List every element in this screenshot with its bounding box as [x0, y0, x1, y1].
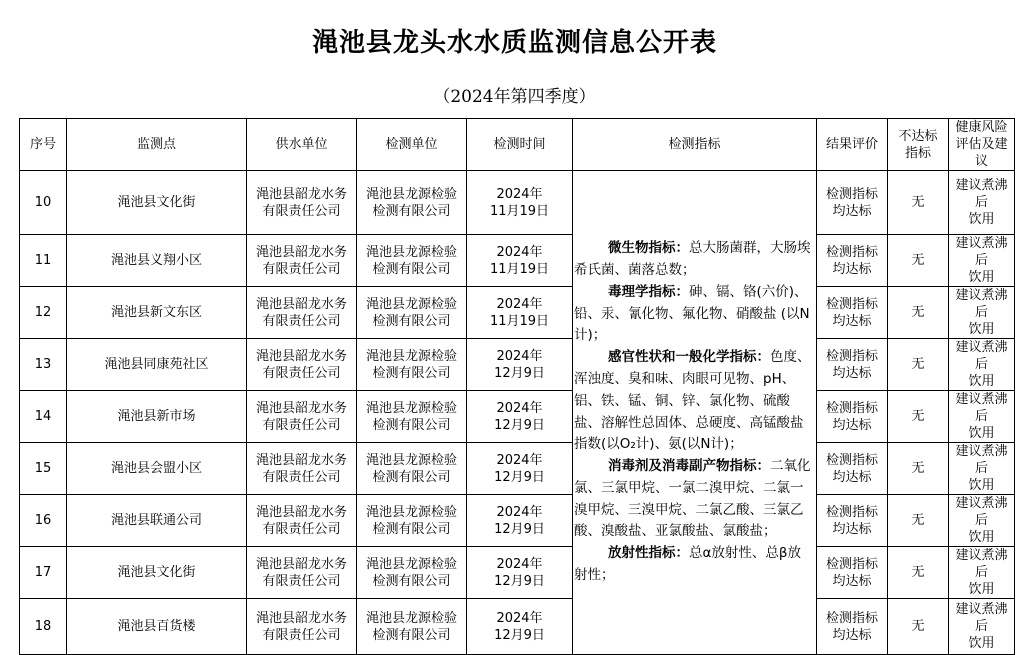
indicator-section: 毒理学指标：砷、镉、铬(六价)、铅、汞、氰化物、氟化物、硝酸盐 (以N计)；	[574, 283, 810, 344]
cell-nonconforming: 无	[888, 495, 949, 547]
table-row	[20, 547, 1015, 599]
cell-nonconforming: 无	[888, 599, 949, 655]
cell-site: 渑池县联通公司	[67, 495, 247, 547]
cell-time: 2024年 12月9日	[467, 443, 573, 495]
cell-tester: 渑池县龙源检验 检测有限公司	[357, 495, 467, 547]
cell-health: 建议煮沸后 饮用	[949, 171, 1015, 235]
cell-supplier: 渑池县韶龙水务 有限责任公司	[247, 287, 357, 339]
cell-health: 建议煮沸后 饮用	[949, 495, 1015, 547]
cell-seq: 14	[20, 391, 67, 443]
header-site: 监测点	[67, 119, 247, 171]
cell-result: 检测指标 均达标	[817, 495, 888, 547]
table-row	[20, 391, 1015, 443]
cell-site: 渑池县同康苑社区	[67, 339, 247, 391]
monitoring-table	[19, 118, 1015, 655]
cell-site: 渑池县百货楼	[67, 599, 247, 655]
cell-result: 检测指标 均达标	[817, 443, 888, 495]
cell-supplier: 渑池县韶龙水务 有限责任公司	[247, 443, 357, 495]
cell-health: 建议煮沸后 饮用	[949, 391, 1015, 443]
cell-supplier: 渑池县韶龙水务 有限责任公司	[247, 171, 357, 235]
indicator-section: 微生物指标：总大肠菌群，大肠埃希氏菌、菌落总数；	[574, 240, 811, 278]
cell-nonconforming: 无	[888, 339, 949, 391]
header-row	[20, 119, 1015, 171]
cell-site: 渑池县文化街	[67, 547, 247, 599]
header-health: 健康风险 评估及建议	[949, 119, 1015, 171]
cell-supplier: 渑池县韶龙水务 有限责任公司	[247, 599, 357, 655]
cell-health: 建议煮沸后 饮用	[949, 547, 1015, 599]
cell-nonconforming: 无	[888, 547, 949, 599]
page-subtitle: （2024年第四季度）	[433, 87, 596, 107]
cell-tester: 渑池县龙源检验 检测有限公司	[357, 391, 467, 443]
cell-supplier: 渑池县韶龙水务 有限责任公司	[247, 547, 357, 599]
cell-tester: 渑池县龙源检验 检测有限公司	[357, 599, 467, 655]
cell-site: 渑池县新文东区	[67, 287, 247, 339]
cell-seq: 12	[20, 287, 67, 339]
cell-health: 建议煮沸后 饮用	[949, 235, 1015, 287]
cell-seq: 15	[20, 443, 67, 495]
cell-result: 检测指标 均达标	[817, 287, 888, 339]
cell-tester: 渑池县龙源检验 检测有限公司	[357, 171, 467, 235]
header-tester: 检测单位	[357, 119, 467, 171]
cell-time: 2024年 12月9日	[467, 547, 573, 599]
table-row	[20, 171, 1015, 235]
cell-tester: 渑池县龙源检验 检测有限公司	[357, 235, 467, 287]
cell-supplier: 渑池县韶龙水务 有限责任公司	[247, 339, 357, 391]
cell-tester: 渑池县龙源检验 检测有限公司	[357, 339, 467, 391]
cell-time: 2024年 12月9日	[467, 599, 573, 655]
cell-health: 建议煮沸后 饮用	[949, 339, 1015, 391]
cell-health: 建议煮沸后 饮用	[949, 287, 1015, 339]
cell-seq: 16	[20, 495, 67, 547]
header-time: 检测时间	[467, 119, 573, 171]
cell-result: 检测指标 均达标	[817, 171, 888, 235]
cell-nonconforming: 无	[888, 235, 949, 287]
cell-time: 2024年 11月19日	[467, 235, 573, 287]
header-indicators: 检测指标	[573, 119, 817, 171]
table-row	[20, 443, 1015, 495]
cell-time: 2024年 12月9日	[467, 391, 573, 443]
cell-nonconforming: 无	[888, 287, 949, 339]
cell-supplier: 渑池县韶龙水务 有限责任公司	[247, 235, 357, 287]
cell-tester: 渑池县龙源检验 检测有限公司	[357, 443, 467, 495]
table-row	[20, 235, 1015, 287]
cell-result: 检测指标 均达标	[817, 391, 888, 443]
cell-result: 检测指标 均达标	[817, 339, 888, 391]
cell-site: 渑池县义翔小区	[67, 235, 247, 287]
cell-time: 2024年 11月19日	[467, 287, 573, 339]
cell-nonconforming: 无	[888, 171, 949, 235]
header-supplier: 供水单位	[247, 119, 357, 171]
cell-health: 建议煮沸后 饮用	[949, 443, 1015, 495]
cell-supplier: 渑池县韶龙水务 有限责任公司	[247, 391, 357, 443]
cell-seq: 10	[20, 171, 67, 235]
table-row	[20, 287, 1015, 339]
table-row	[20, 495, 1015, 547]
indicator-section: 消毒剂及消毒副产物指标：二氧化氯、三氯甲烷、一氯二溴甲烷、二氯一溴甲烷、三溴甲烷、二氯乙酸、三氯乙酸、溴酸盐、亚氯酸盐、氯酸盐；	[574, 458, 811, 540]
cell-time: 2024年 12月9日	[467, 339, 573, 391]
indicators-cell	[573, 171, 817, 655]
cell-tester: 渑池县龙源检验 检测有限公司	[357, 287, 467, 339]
cell-time: 2024年 12月9日	[467, 495, 573, 547]
table-row	[20, 599, 1015, 655]
header-nonconforming: 不达标 指标	[888, 119, 949, 171]
cell-nonconforming: 无	[888, 391, 949, 443]
cell-seq: 18	[20, 599, 67, 655]
cell-site: 渑池县新市场	[67, 391, 247, 443]
cell-site: 渑池县会盟小区	[67, 443, 247, 495]
cell-time: 2024年 11月19日	[467, 171, 573, 235]
cell-result: 检测指标 均达标	[817, 235, 888, 287]
cell-result: 检测指标 均达标	[817, 599, 888, 655]
header-seq: 序号	[20, 119, 67, 171]
header-result: 结果评价	[817, 119, 888, 171]
cell-seq: 13	[20, 339, 67, 391]
cell-nonconforming: 无	[888, 443, 949, 495]
cell-supplier: 渑池县韶龙水务 有限责任公司	[247, 495, 357, 547]
indicator-section: 放射性指标：总α放射性、总β放射性；	[574, 545, 802, 584]
page-title: 渑池县龙头水水质监测信息公开表	[311, 28, 717, 58]
table-row	[20, 339, 1015, 391]
cell-site: 渑池县文化街	[67, 171, 247, 235]
cell-tester: 渑池县龙源检验 检测有限公司	[357, 547, 467, 599]
cell-seq: 17	[20, 547, 67, 599]
cell-result: 检测指标 均达标	[817, 547, 888, 599]
indicator-section: 感官性状和一般化学指标：色度、浑浊度、臭和味、肉眼可见物、pH、铝、铁、锰、铜、锌、氯化物、硫酸盐、溶解性总固体、总硬度、高锰酸盐指数(以O₂计)、氨(以N计)；	[574, 349, 811, 453]
cell-health: 建议煮沸后 饮用	[949, 599, 1015, 655]
cell-seq: 11	[20, 235, 67, 287]
